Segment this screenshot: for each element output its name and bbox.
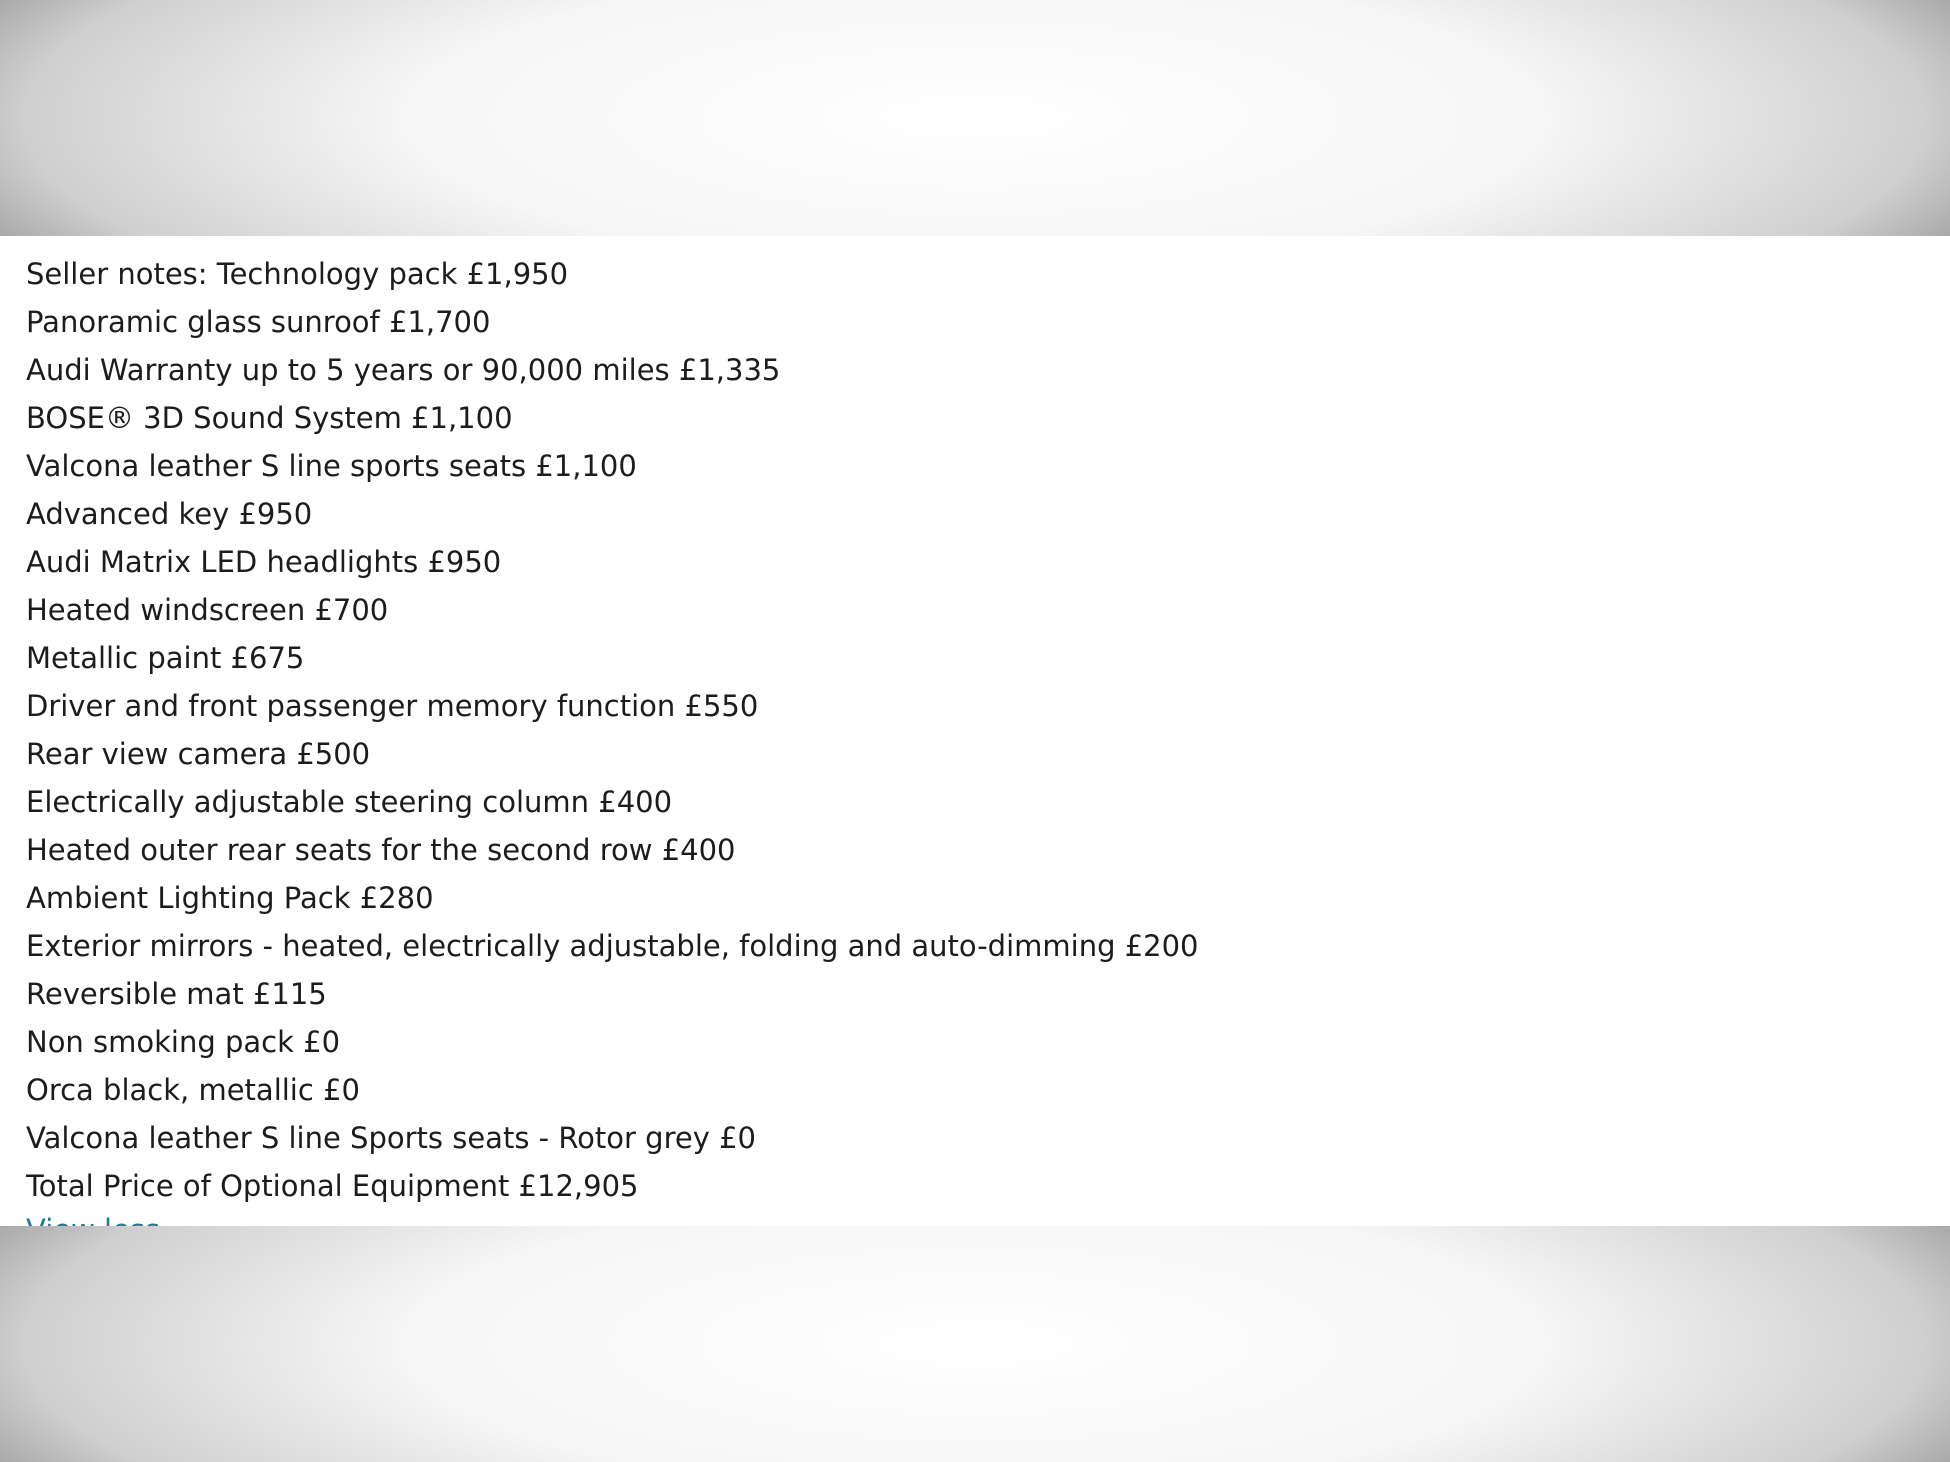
seller-note-line: BOSE® 3D Sound System £1,100 [26, 401, 513, 435]
seller-note-line: Audi Matrix LED headlights £950 [26, 545, 502, 579]
seller-note-line: Ambient Lighting Pack £280 [26, 881, 434, 915]
seller-note-line: Heated outer rear seats for the second row £400 [26, 833, 736, 867]
seller-note-line: Driver and front passenger memory function £550 [26, 689, 759, 723]
seller-note-line: Electrically adjustable steering column £400 [26, 785, 673, 819]
total-optional-equipment-line: Total Price of Optional Equipment £12,905 [26, 1169, 639, 1203]
bottom-vignette-band [0, 1226, 1950, 1462]
seller-note-line: Non smoking pack £0 [26, 1025, 341, 1059]
seller-note-line: Metallic paint £675 [26, 641, 305, 675]
seller-note-line: Seller notes: Technology pack £1,950 [26, 257, 569, 291]
seller-note-line: Heated windscreen £700 [26, 593, 389, 627]
seller-note-line: Reversible mat £115 [26, 977, 327, 1011]
seller-note-line: Rear view camera £500 [26, 737, 371, 771]
seller-note-line: Advanced key £950 [26, 497, 313, 531]
top-vignette-band [0, 0, 1950, 236]
seller-notes-list [26, 250, 1199, 1210]
seller-note-line: Orca black, metallic £0 [26, 1073, 360, 1107]
seller-note-line: Valcona leather S line Sports seats - Rotor grey £0 [26, 1121, 756, 1155]
seller-note-line: Valcona leather S line sports seats £1,100 [26, 449, 637, 483]
seller-note-line: Exterior mirrors - heated, electrically adjustable, folding and auto-dimming £200 [26, 929, 1199, 963]
seller-notes-panel [0, 236, 1950, 1226]
seller-note-line: Audi Warranty up to 5 years or 90,000 miles £1,335 [26, 353, 781, 387]
seller-note-line: Panoramic glass sunroof £1,700 [26, 305, 491, 339]
